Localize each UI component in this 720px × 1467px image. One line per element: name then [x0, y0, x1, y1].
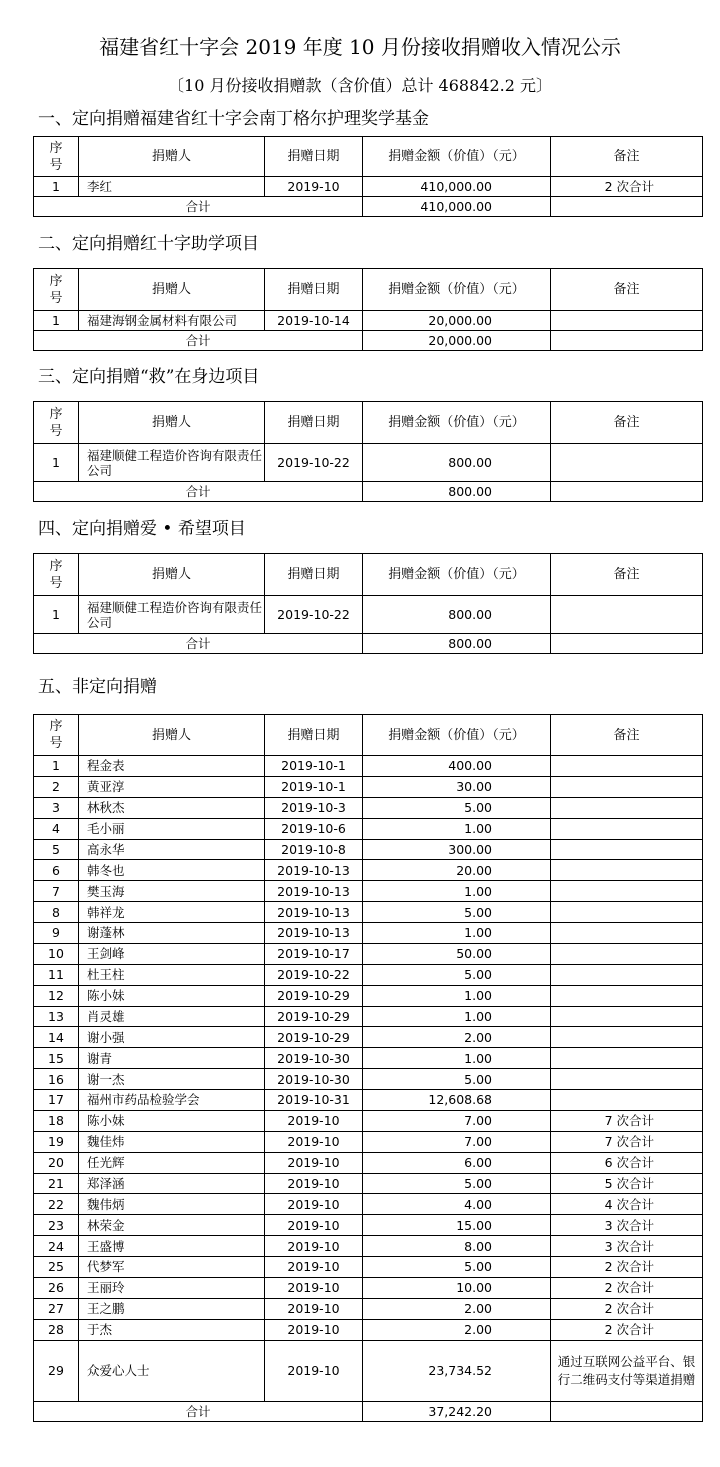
total-remark: [551, 482, 703, 502]
cell-remark: 2 次合计: [551, 1277, 703, 1298]
table-row: [34, 860, 703, 881]
cell-date: 2019-10-30: [265, 1069, 363, 1090]
cell-donor: 魏伟炳: [79, 1194, 265, 1215]
cell-remark: 3 次合计: [551, 1236, 703, 1257]
cell-seq: 15: [34, 1048, 79, 1069]
cell-donor: 谢一杰: [79, 1069, 265, 1090]
cell-date: 2019-10-3: [265, 797, 363, 818]
cell-amount: 2.00: [363, 1319, 551, 1340]
cell-donor: 福建海钢金属材料有限公司: [79, 311, 265, 331]
total-label: 合计: [34, 1401, 363, 1421]
cell-remark: [551, 311, 703, 331]
cell-remark: 4 次合计: [551, 1194, 703, 1215]
header-remark: 备注: [551, 137, 703, 177]
table-row: [34, 596, 703, 634]
cell-date: 2019-10-29: [265, 985, 363, 1006]
table-row: [34, 1236, 703, 1257]
header-seq: [34, 402, 79, 444]
cell-amount: 23,734.52: [363, 1340, 551, 1401]
cell-seq: 1: [34, 177, 79, 197]
cell-seq: 23: [34, 1215, 79, 1236]
cell-date: 2019-10-13: [265, 902, 363, 923]
cell-date: 2019-10: [265, 1215, 363, 1236]
total-row: [34, 331, 703, 351]
cell-seq: 6: [34, 860, 79, 881]
table-row: [34, 1277, 703, 1298]
table-row: [34, 311, 703, 331]
cell-remark: [551, 596, 703, 634]
cell-donor: 陈小妹: [79, 985, 265, 1006]
cell-amount: 1.00: [363, 1006, 551, 1027]
cell-donor: 谢蓬林: [79, 923, 265, 944]
header-amount: 捐赠金额（价值）（元）: [363, 137, 551, 177]
section-heading: 三、定向捐赠“救”在身边项目: [38, 367, 260, 387]
header-amount: 捐赠金额（价值）（元）: [363, 715, 551, 756]
table-row: [34, 1173, 703, 1194]
header-donor: 捐赠人: [79, 715, 265, 756]
total-label: 合计: [34, 634, 363, 654]
cell-donor: 高永华: [79, 839, 265, 860]
table-row: [34, 1194, 703, 1215]
table-header-row: [34, 137, 703, 177]
table-row: [34, 1069, 703, 1090]
total-row: [34, 482, 703, 502]
cell-donor: 王丽玲: [79, 1277, 265, 1298]
cell-amount: 12,608.68: [363, 1090, 551, 1111]
table-row: [34, 1131, 703, 1152]
header-remark: 备注: [551, 554, 703, 596]
cell-seq: 11: [34, 964, 79, 985]
section-heading: 五、非定向捐赠: [38, 677, 157, 697]
cell-seq: 10: [34, 943, 79, 964]
cell-date: 2019-10-1: [265, 756, 363, 777]
cell-date: 2019-10-29: [265, 1006, 363, 1027]
table-row: [34, 1319, 703, 1340]
cell-remark: [551, 985, 703, 1006]
header-donor: 捐赠人: [79, 402, 265, 444]
table-header-row: [34, 269, 703, 311]
cell-remark: 2 次合计: [551, 1257, 703, 1278]
cell-amount: 50.00: [363, 943, 551, 964]
table-row: [34, 1298, 703, 1319]
cell-seq: 5: [34, 839, 79, 860]
cell-date: 2019-10: [265, 1236, 363, 1257]
cell-remark: 2 次合计: [551, 177, 703, 197]
cell-date: 2019-10: [265, 1110, 363, 1131]
table-header-row: [34, 715, 703, 756]
cell-remark: [551, 1069, 703, 1090]
cell-seq: 14: [34, 1027, 79, 1048]
table-row: [34, 776, 703, 797]
table-row: [34, 177, 703, 197]
section-heading: 四、定向捐赠爱 • 希望项目: [38, 519, 246, 539]
page-subtitle: 〔10 月份接收捐赠款（含价值）总计 468842.2 元〕: [168, 76, 552, 95]
cell-remark: 3 次合计: [551, 1215, 703, 1236]
total-amount: 20,000.00: [363, 331, 551, 351]
cell-donor: 樊玉海: [79, 881, 265, 902]
cell-date: 2019-10: [265, 1152, 363, 1173]
cell-date: 2019-10: [265, 1298, 363, 1319]
donation-table: [33, 136, 703, 217]
donation-table: [33, 401, 703, 502]
total-amount: 800.00: [363, 482, 551, 502]
cell-date: 2019-10-13: [265, 923, 363, 944]
cell-seq: 20: [34, 1152, 79, 1173]
cell-donor: 程金表: [79, 756, 265, 777]
table-row: [34, 964, 703, 985]
cell-date: 2019-10: [265, 1173, 363, 1194]
cell-date: 2019-10-14: [265, 311, 363, 331]
cell-donor: 黄亚淳: [79, 776, 265, 797]
header-seq-line1: 序: [49, 558, 63, 574]
table-header-row: [34, 554, 703, 596]
cell-amount: 1.00: [363, 881, 551, 902]
header-remark: 备注: [551, 269, 703, 311]
cell-amount: 1.00: [363, 818, 551, 839]
section-heading: 一、定向捐赠福建省红十字会南丁格尔护理奖学基金: [38, 109, 429, 129]
cell-remark: [551, 860, 703, 881]
cell-remark: [551, 881, 703, 902]
table-row: [34, 1006, 703, 1027]
total-row: [34, 634, 703, 654]
total-remark: [551, 331, 703, 351]
header-remark: 备注: [551, 715, 703, 756]
cell-remark: [551, 756, 703, 777]
cell-amount: 1.00: [363, 1048, 551, 1069]
cell-date: 2019-10: [265, 1194, 363, 1215]
table-row: [34, 985, 703, 1006]
cell-amount: 20.00: [363, 860, 551, 881]
table-row: [34, 444, 703, 482]
cell-donor: 福州市药品检验学会: [79, 1090, 265, 1111]
total-remark: [551, 634, 703, 654]
header-seq-line1: 序: [49, 140, 63, 156]
cell-remark: 7 次合计: [551, 1110, 703, 1131]
cell-remark: 通过互联网公益平台、银行二维码支付等渠道捐赠: [551, 1340, 703, 1401]
header-donor: 捐赠人: [79, 269, 265, 311]
table-row: [34, 1152, 703, 1173]
header-seq-line2: 号: [49, 290, 63, 306]
cell-amount: 400.00: [363, 756, 551, 777]
cell-date: 2019-10-6: [265, 818, 363, 839]
cell-donor: 林秋杰: [79, 797, 265, 818]
cell-amount: 410,000.00: [363, 177, 551, 197]
table-row: [34, 1257, 703, 1278]
cell-donor: 任光辉: [79, 1152, 265, 1173]
header-amount: 捐赠金额（价值）（元）: [363, 554, 551, 596]
cell-amount: 5.00: [363, 964, 551, 985]
cell-date: 2019-10-8: [265, 839, 363, 860]
table-row: [34, 943, 703, 964]
cell-seq: 4: [34, 818, 79, 839]
cell-seq: 13: [34, 1006, 79, 1027]
cell-remark: 2 次合计: [551, 1298, 703, 1319]
cell-donor: 韩祥龙: [79, 902, 265, 923]
header-seq: [34, 554, 79, 596]
cell-date: 2019-10: [265, 1257, 363, 1278]
cell-date: 2019-10: [265, 1319, 363, 1340]
cell-donor: 郑泽涵: [79, 1173, 265, 1194]
total-row: [34, 197, 703, 217]
table-row: [34, 1340, 703, 1401]
cell-seq: 18: [34, 1110, 79, 1131]
donation-table: [33, 553, 703, 654]
cell-amount: 2.00: [363, 1298, 551, 1319]
page-title: 福建省红十字会 2019 年度 10 月份接收捐赠收入情况公示: [99, 35, 621, 59]
table-row: [34, 839, 703, 860]
header-remark: 备注: [551, 402, 703, 444]
cell-donor: 于杰: [79, 1319, 265, 1340]
cell-donor: 王之鹏: [79, 1298, 265, 1319]
cell-seq: 29: [34, 1340, 79, 1401]
cell-seq: 1: [34, 596, 79, 634]
cell-amount: 5.00: [363, 1069, 551, 1090]
total-amount: 800.00: [363, 634, 551, 654]
cell-amount: 7.00: [363, 1131, 551, 1152]
cell-date: 2019-10-17: [265, 943, 363, 964]
table-row: [34, 923, 703, 944]
cell-seq: 8: [34, 902, 79, 923]
total-label: 合计: [34, 197, 363, 217]
cell-seq: 16: [34, 1069, 79, 1090]
total-remark: [551, 1401, 703, 1421]
table-row: [34, 902, 703, 923]
total-label: 合计: [34, 482, 363, 502]
cell-seq: 21: [34, 1173, 79, 1194]
header-seq-line1: 序: [49, 719, 63, 734]
cell-donor: 毛小丽: [79, 818, 265, 839]
cell-donor: 福建顺健工程造价咨询有限责任公司: [79, 444, 265, 482]
cell-remark: [551, 902, 703, 923]
cell-amount: 20,000.00: [363, 311, 551, 331]
header-seq-line1: 序: [49, 406, 63, 422]
cell-amount: 5.00: [363, 902, 551, 923]
cell-donor: 杜王柱: [79, 964, 265, 985]
table-row: [34, 881, 703, 902]
cell-date: 2019-10-13: [265, 860, 363, 881]
header-donor: 捐赠人: [79, 554, 265, 596]
cell-amount: 15.00: [363, 1215, 551, 1236]
cell-amount: 30.00: [363, 776, 551, 797]
cell-remark: [551, 444, 703, 482]
table-row: [34, 1048, 703, 1069]
total-amount: 37,242.20: [363, 1401, 551, 1421]
header-seq-line2: 号: [49, 423, 63, 439]
cell-remark: [551, 943, 703, 964]
cell-amount: 300.00: [363, 839, 551, 860]
cell-donor: 魏佳炜: [79, 1131, 265, 1152]
cell-seq: 3: [34, 797, 79, 818]
cell-remark: [551, 1090, 703, 1111]
cell-seq: 1: [34, 756, 79, 777]
table-row: [34, 797, 703, 818]
cell-amount: 1.00: [363, 923, 551, 944]
cell-remark: [551, 818, 703, 839]
cell-date: 2019-10: [265, 1277, 363, 1298]
cell-date: 2019-10: [265, 1340, 363, 1401]
cell-amount: 8.00: [363, 1236, 551, 1257]
header-seq-line2: 号: [49, 736, 63, 751]
cell-seq: 17: [34, 1090, 79, 1111]
cell-seq: 22: [34, 1194, 79, 1215]
cell-donor: 谢青: [79, 1048, 265, 1069]
header-seq: [34, 269, 79, 311]
cell-donor: 韩冬也: [79, 860, 265, 881]
cell-date: 2019-10-29: [265, 1027, 363, 1048]
cell-seq: 7: [34, 881, 79, 902]
donation-table: [33, 714, 703, 1422]
cell-date: 2019-10-1: [265, 776, 363, 797]
cell-seq: 1: [34, 444, 79, 482]
cell-amount: 10.00: [363, 1277, 551, 1298]
cell-amount: 4.00: [363, 1194, 551, 1215]
cell-amount: 2.00: [363, 1027, 551, 1048]
header-date: 捐赠日期: [265, 137, 363, 177]
cell-seq: 28: [34, 1319, 79, 1340]
header-seq: [34, 715, 79, 756]
cell-remark: [551, 964, 703, 985]
header-amount: 捐赠金额（价值）（元）: [363, 402, 551, 444]
header-seq-line2: 号: [49, 575, 63, 591]
header-date: 捐赠日期: [265, 269, 363, 311]
cell-donor: 陈小妹: [79, 1110, 265, 1131]
cell-remark: 5 次合计: [551, 1173, 703, 1194]
cell-amount: 5.00: [363, 797, 551, 818]
table-row: [34, 1090, 703, 1111]
cell-remark: [551, 776, 703, 797]
cell-remark: 2 次合计: [551, 1319, 703, 1340]
total-amount: 410,000.00: [363, 197, 551, 217]
cell-seq: 24: [34, 1236, 79, 1257]
cell-date: 2019-10-22: [265, 964, 363, 985]
cell-donor: 肖灵雄: [79, 1006, 265, 1027]
cell-remark: [551, 797, 703, 818]
cell-date: 2019-10: [265, 177, 363, 197]
cell-donor: 谢小强: [79, 1027, 265, 1048]
cell-date: 2019-10-22: [265, 596, 363, 634]
cell-amount: 5.00: [363, 1257, 551, 1278]
cell-amount: 1.00: [363, 985, 551, 1006]
header-amount: 捐赠金额（价值）（元）: [363, 269, 551, 311]
table-row: [34, 1110, 703, 1131]
total-label: 合计: [34, 331, 363, 351]
donation-table: [33, 268, 703, 351]
cell-seq: 25: [34, 1257, 79, 1278]
table-row: [34, 756, 703, 777]
cell-remark: [551, 839, 703, 860]
cell-seq: 12: [34, 985, 79, 1006]
cell-donor: 福建顺健工程造价咨询有限责任公司: [79, 596, 265, 634]
cell-seq: 9: [34, 923, 79, 944]
cell-amount: 7.00: [363, 1110, 551, 1131]
cell-date: 2019-10-30: [265, 1048, 363, 1069]
header-date: 捐赠日期: [265, 402, 363, 444]
total-row: [34, 1401, 703, 1421]
header-seq-line2: 号: [49, 157, 63, 173]
header-seq-line1: 序: [49, 273, 63, 289]
table-row: [34, 1215, 703, 1236]
cell-date: 2019-10-31: [265, 1090, 363, 1111]
cell-donor: 众爱心人士: [79, 1340, 265, 1401]
cell-donor: 林荣金: [79, 1215, 265, 1236]
header-date: 捐赠日期: [265, 554, 363, 596]
cell-seq: 19: [34, 1131, 79, 1152]
header-date: 捐赠日期: [265, 715, 363, 756]
cell-date: 2019-10-13: [265, 881, 363, 902]
cell-amount: 6.00: [363, 1152, 551, 1173]
header-donor: 捐赠人: [79, 137, 265, 177]
cell-amount: 800.00: [363, 596, 551, 634]
cell-remark: [551, 1027, 703, 1048]
cell-remark: [551, 1006, 703, 1027]
cell-donor: 李红: [79, 177, 265, 197]
cell-seq: 26: [34, 1277, 79, 1298]
header-seq: [34, 137, 79, 177]
table-row: [34, 1027, 703, 1048]
cell-remark: 7 次合计: [551, 1131, 703, 1152]
cell-remark: [551, 923, 703, 944]
cell-donor: 王剑峰: [79, 943, 265, 964]
cell-seq: 27: [34, 1298, 79, 1319]
table-header-row: [34, 402, 703, 444]
cell-seq: 1: [34, 311, 79, 331]
section-heading: 二、定向捐赠红十字助学项目: [38, 234, 259, 254]
cell-donor: 王盛博: [79, 1236, 265, 1257]
cell-remark: 6 次合计: [551, 1152, 703, 1173]
cell-date: 2019-10: [265, 1131, 363, 1152]
cell-date: 2019-10-22: [265, 444, 363, 482]
cell-seq: 2: [34, 776, 79, 797]
cell-remark: [551, 1048, 703, 1069]
cell-amount: 5.00: [363, 1173, 551, 1194]
cell-donor: 代梦军: [79, 1257, 265, 1278]
total-remark: [551, 197, 703, 217]
cell-amount: 800.00: [363, 444, 551, 482]
table-row: [34, 818, 703, 839]
